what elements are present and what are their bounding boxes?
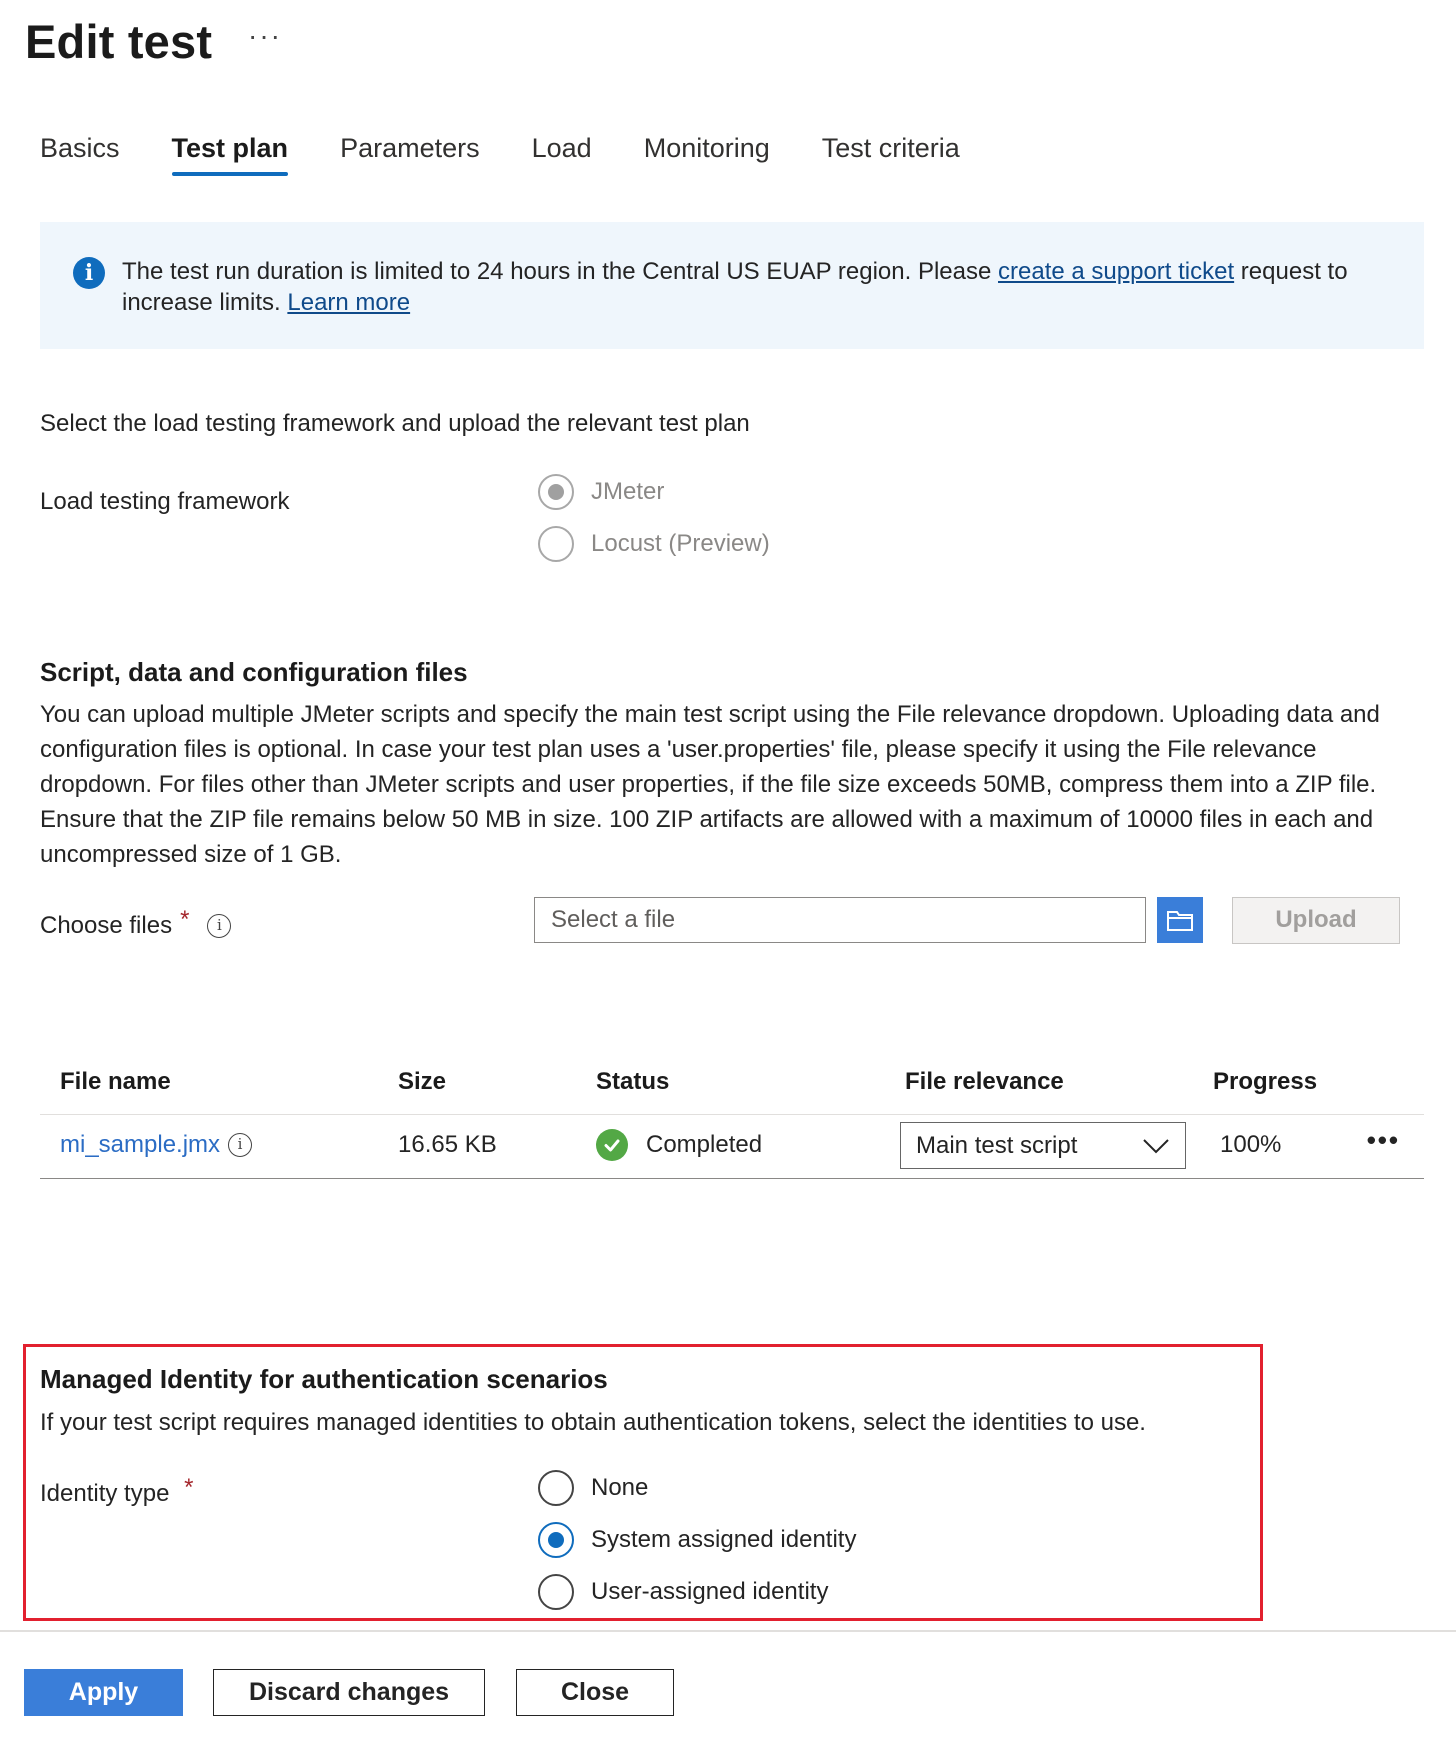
- tab-test-plan[interactable]: Test plan: [172, 133, 289, 176]
- framework-radio-group: [538, 472, 770, 576]
- info-circle-icon[interactable]: i: [228, 1133, 252, 1157]
- radio-button[interactable]: [538, 526, 574, 562]
- info-banner: [40, 222, 1424, 349]
- page-title: Edit test: [25, 15, 213, 68]
- tab-monitoring[interactable]: Monitoring: [643, 133, 770, 163]
- managed-identity-title: Managed Identity for authentication scenarios: [40, 1364, 608, 1394]
- discard-changes-button[interactable]: Discard changes: [213, 1669, 485, 1716]
- checkmark-circle-icon: [596, 1129, 628, 1161]
- browse-folder-button[interactable]: [1157, 897, 1203, 943]
- file-name-cell: [60, 1131, 252, 1159]
- choose-files-text: Choose files: [40, 912, 173, 939]
- identity-type-label: [40, 1474, 194, 1508]
- footer-divider: [0, 1630, 1456, 1632]
- framework-intro: Select the load testing framework and upload the relevant test plan: [40, 410, 750, 437]
- support-ticket-link[interactable]: create a support ticket: [998, 258, 1235, 285]
- radio-none[interactable]: [538, 1468, 856, 1508]
- header-status: Status: [596, 1068, 670, 1095]
- table-row: [40, 1115, 1424, 1179]
- radio-label: JMeter: [591, 478, 665, 505]
- info-icon: i: [73, 257, 105, 289]
- info-circle-icon[interactable]: i: [207, 914, 231, 938]
- table-header: [40, 1060, 1424, 1115]
- identity-radio-group: [538, 1468, 856, 1624]
- tab-basics[interactable]: Basics: [40, 133, 120, 163]
- header-progress: Progress: [1213, 1068, 1318, 1095]
- choose-files-label: [40, 906, 231, 940]
- files-section-title: Script, data and configuration files: [40, 657, 468, 687]
- file-select-input[interactable]: Select a file: [534, 897, 1146, 943]
- radio-button[interactable]: [538, 1522, 574, 1558]
- required-mark: *: [180, 906, 190, 933]
- managed-identity-description: If your test script requires managed identities to obtain authentication tokens, select the identities to use.: [40, 1409, 1146, 1436]
- header-file-relevance: File relevance: [905, 1068, 1064, 1095]
- files-table: [40, 1060, 1424, 1179]
- info-banner-text: [122, 256, 1402, 318]
- close-button[interactable]: Close: [516, 1669, 674, 1716]
- chevron-down-icon: [1142, 1138, 1170, 1154]
- upload-button[interactable]: Upload: [1232, 897, 1400, 944]
- tab-parameters[interactable]: Parameters: [340, 133, 480, 163]
- radio-button[interactable]: [538, 474, 574, 510]
- status-cell: [596, 1129, 762, 1161]
- radio-user-assigned[interactable]: [538, 1572, 856, 1612]
- radio-button[interactable]: [538, 1470, 574, 1506]
- file-name-link[interactable]: mi_sample.jmx: [60, 1131, 221, 1158]
- framework-label: Load testing framework: [40, 488, 290, 515]
- files-section-description: You can upload multiple JMeter scripts and specify the main test script using the File relevance dropdown. Uploading data and configuration files is optional. In case your test plan uses a 'user.properties' file, please specify it using the File relevance dropdown. For files other than JMeter scripts and user properties, if the file size exceeds 50MB, compress them into a ZIP file. Ensure that the ZIP file remains below 50 MB in size. 100 ZIP artifacts are allowed with a maximum of 10000 files in each and uncompressed size of 1 GB.: [40, 701, 1380, 868]
- radio-label: None: [591, 1474, 649, 1501]
- learn-more-link[interactable]: Learn more: [287, 289, 411, 316]
- info-text-middle: request to increase limits.: [122, 258, 1348, 316]
- tab-load[interactable]: Load: [531, 133, 592, 163]
- radio-label: User-assigned identity: [591, 1578, 829, 1605]
- row-more-icon[interactable]: •••: [1366, 1125, 1400, 1155]
- identity-type-text: Identity type: [40, 1480, 170, 1507]
- radio-locust[interactable]: [538, 524, 770, 564]
- radio-label: System assigned identity: [591, 1526, 857, 1553]
- size-cell: 16.65 KB: [398, 1131, 497, 1158]
- apply-button[interactable]: Apply: [24, 1669, 183, 1716]
- file-relevance-dropdown[interactable]: [900, 1122, 1186, 1169]
- radio-jmeter[interactable]: [538, 472, 770, 512]
- status-text: Completed: [646, 1131, 763, 1158]
- ellipsis-icon[interactable]: ···: [248, 20, 282, 51]
- progress-cell: 100%: [1220, 1131, 1282, 1158]
- required-mark: *: [184, 1474, 194, 1501]
- header-file-name: File name: [60, 1068, 171, 1095]
- tab-test-criteria[interactable]: Test criteria: [821, 133, 960, 163]
- radio-label: Locust (Preview): [591, 530, 770, 557]
- info-text-start: The test run duration is limited to 24 hours in the Central US EUAP region. Please: [122, 258, 999, 285]
- file-relevance-value: Main test script: [916, 1131, 1078, 1159]
- folder-icon: [1166, 908, 1194, 932]
- tab-bar: [40, 133, 1012, 176]
- radio-system-assigned[interactable]: [538, 1520, 856, 1560]
- radio-button[interactable]: [538, 1574, 574, 1610]
- header-size: Size: [398, 1068, 447, 1095]
